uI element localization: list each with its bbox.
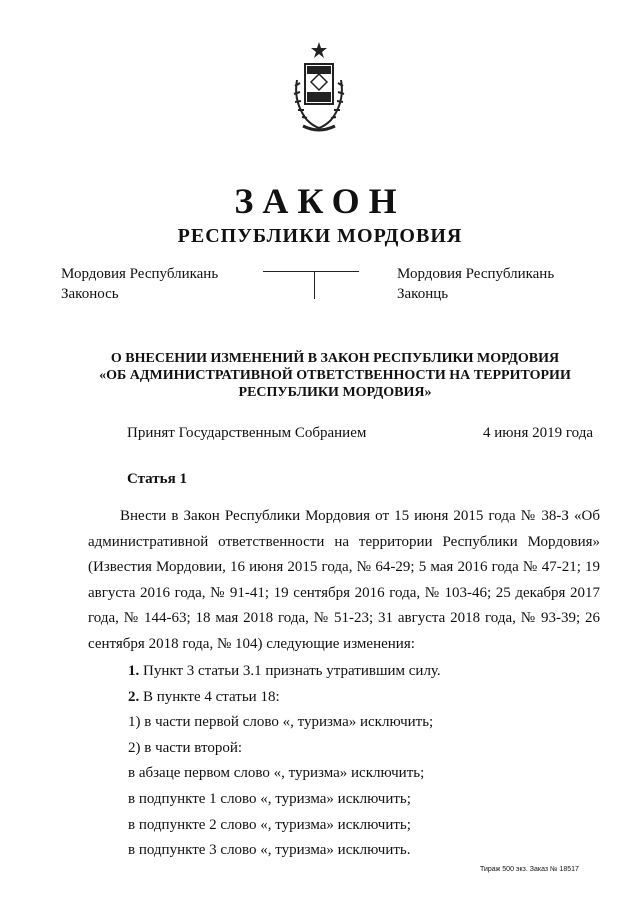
list-item: в абзаце первом слово «, туризма» исключить; [128,765,425,782]
adoption-date: 4 июня 2019 года [482,425,593,441]
list-item: в подпункте 1 слово «, туризма» исключить; [128,790,411,807]
article-title: Статья 1 [127,471,187,487]
adoption-body: Принят Государственным Собранием [127,425,367,441]
coat-of-arms-emblem [287,40,351,136]
moksha-title-line1: Мордовия Республикань [61,266,219,282]
erzya-title-line1: Мордовия Республикань [397,266,555,282]
erzya-title [397,264,554,304]
print-run-note: Тираж 500 экз. Заказ № 18517 [480,866,579,873]
header-divider-vertical [314,271,315,299]
header-divider-horizontal [263,271,359,272]
law-heading-line2: «ОБ АДМИНИСТРАТИВНОЙ ОТВЕТСТВЕННОСТИ НА ТЕРРИТОРИИ [99,368,571,383]
law-heading-line3: РЕСПУБЛИКИ МОРДОВИЯ» [238,385,432,400]
law-heading [90,350,580,401]
list-item: в подпункте 2 слово «, туризма» исключить; [128,816,411,833]
moksha-title [61,264,218,304]
adoption-line [127,425,593,442]
law-title: ЗАКОН [234,181,406,221]
list-item: в подпункте 3 слово «, туризма» исключить. [128,842,411,859]
list-item: 2) в части второй: [128,739,243,756]
list-item: 1. Пункт 3 статьи 3.1 признать утратившим силу. [128,663,441,679]
article-paragraph: Внести в Закон Республики Мордовия от 15 июня 2015 года № 38-З «Об административной ответственности на территории Республики Мордовия» (Известия Мордовии, 16 июня 2015 года, № 64-29; 5 мая 2016 года № 47-21; 19 августа 2016 года, № 91-41; 19 сентября 2016 года, № 103-46; 25 декабря 2017 года, № 144-63; 18 мая 2018 года, № 51-23; 31 августа 2018 года, № 93-39; 26 сентября 2018 года, № 104) следующие изменения: [88,508,600,652]
moksha-title-line2: Законось [61,286,119,302]
amendment-list [128,659,441,864]
erzya-title-line2: Законць [397,286,449,302]
list-item: 2. В пункте 4 статьи 18: [128,688,280,705]
law-heading-line1: О ВНЕСЕНИИ ИЗМЕНЕНИЙ В ЗАКОН РЕСПУБЛИКИ МОРДОВИЯ [110,351,560,366]
list-item: 1) в части первой слово «, туризма» исключить; [128,714,434,731]
law-subtitle: РЕСПУБЛИКИ МОРДОВИЯ [177,225,463,247]
